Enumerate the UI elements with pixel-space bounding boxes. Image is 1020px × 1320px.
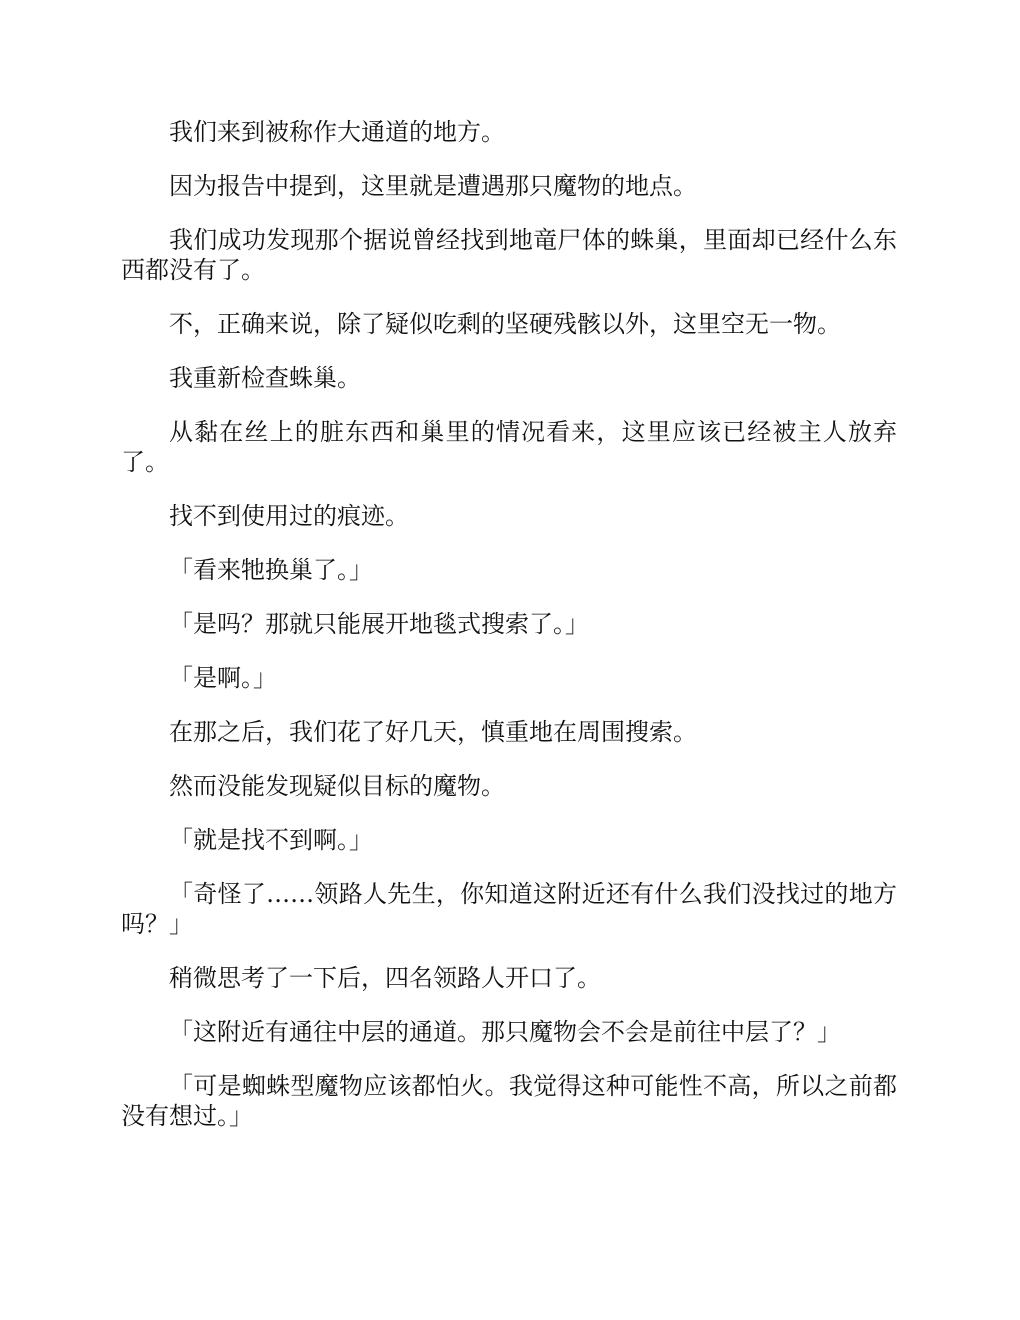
paragraph: 我们成功发现那个据说曾经找到地竜尸体的蛛巢，里面却已经什么东西都没有了。 — [121, 226, 897, 284]
dialogue-line: 「这附近有通往中层的通道。那只魔物会不会是前往中层了？」 — [169, 1018, 841, 1046]
dialogue-line: 「是吗？那就只能展开地毯式搜索了。」 — [169, 610, 589, 638]
paragraph: 我重新检查蛛巢。 — [169, 364, 361, 392]
dialogue-line: 「是啊。」 — [169, 664, 277, 692]
paragraph: 稍微思考了一下后，四名领路人开口了。 — [169, 964, 601, 992]
dialogue-line: 「可是蜘蛛型魔物应该都怕火。我觉得这种可能性不高，所以之前都没有想过。」 — [121, 1072, 897, 1130]
document-page — [121, 117, 897, 1155]
paragraph: 找不到使用过的痕迹。 — [169, 502, 409, 530]
paragraph: 不，正确来说，除了疑似吃剩的坚硬残骸以外，这里空无一物。 — [169, 310, 841, 338]
dialogue-line: 「看来牠换巢了。」 — [169, 556, 373, 584]
paragraph: 在那之后，我们花了好几天，慎重地在周围搜索。 — [169, 718, 697, 746]
paragraph: 因为报告中提到，这里就是遭遇那只魔物的地点。 — [169, 172, 697, 200]
paragraph: 然而没能发现疑似目标的魔物。 — [169, 772, 505, 800]
paragraph: 我们来到被称作大通道的地方。 — [169, 118, 505, 146]
dialogue-line: 「奇怪了……领路人先生，你知道这附近还有什么我们没找过的地方吗？」 — [121, 880, 897, 938]
paragraph: 从黏在丝上的脏东西和巢里的情况看来，这里应该已经被主人放弃了。 — [121, 418, 897, 476]
dialogue-line: 「就是找不到啊。」 — [169, 826, 373, 854]
